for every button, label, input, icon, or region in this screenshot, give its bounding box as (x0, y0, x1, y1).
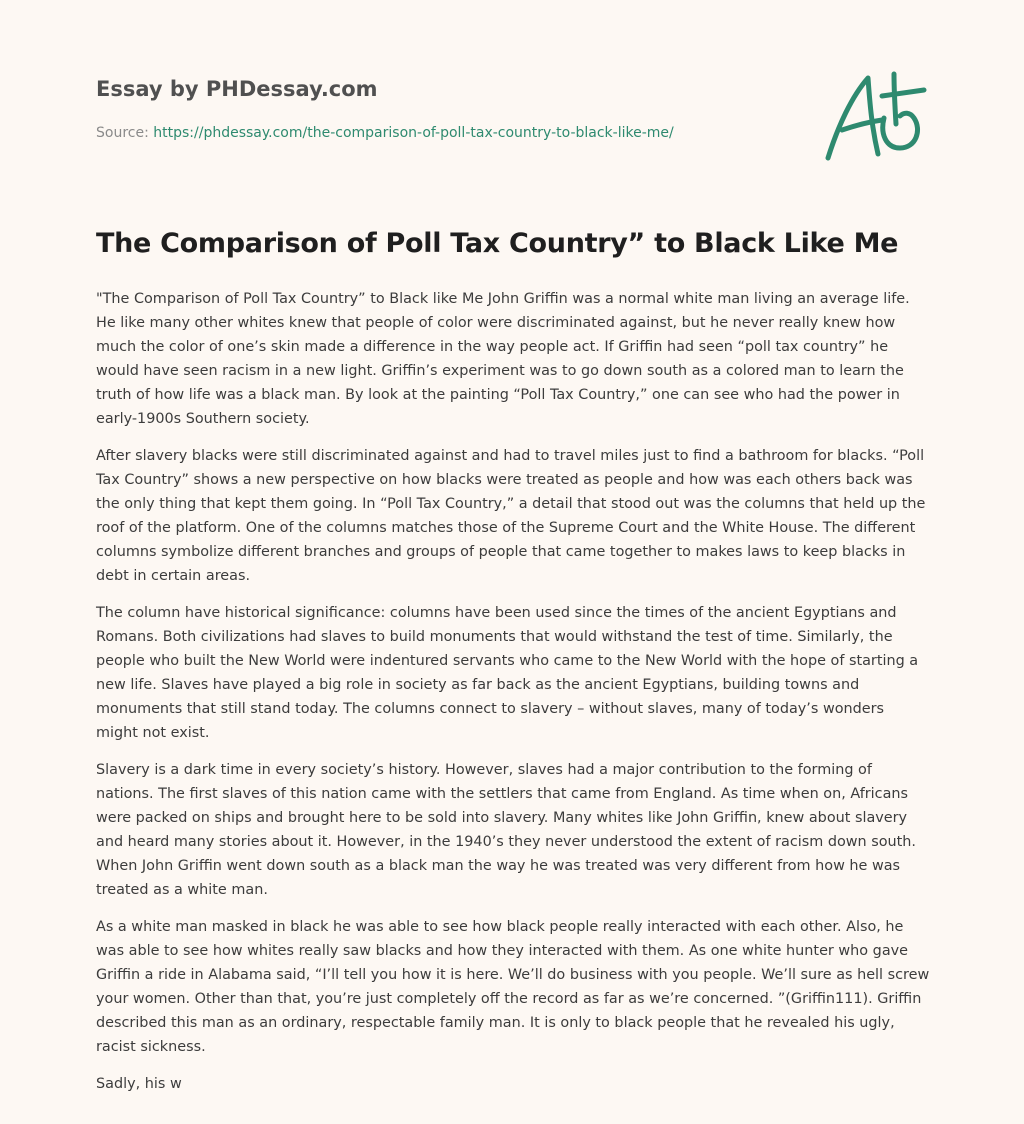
essay-paragraph: As a white man masked in black he was able to see how black people really interacted with each other. Also, he was able to see how whites really saw blacks and how they interacted with them. As one white hunter who gave Griffin a ride in Alabama said, “I’ll tell you how it is here. We’ll do business with you people. We’ll sure as hell screw your women. Other than that, you’re just completely off the record as far as we’re concerned. ”(Griffin111). Griffin described this man as an ordinary, respectable family man. It is only to black people that he revealed his ugly, racist sickness. (96, 919, 930, 1055)
essay-paragraph: "The Comparison of Poll Tax Country” to Black like Me John Griffin was a normal white man living an average life. He like many other whites knew that people of color were discriminated against, but he never really knew how much the color of one’s skin made a difference in the way people act. If Griffin had seen “poll tax country” he would have seen racism in a new light. Griffin’s experiment was to go down south as a colored man to learn the truth of how life was a black man. By look at the painting “Poll Tax Country,” one can see who had the power in early-1900s Southern society. (96, 291, 910, 427)
a-plus-grade-icon (820, 66, 930, 166)
essay-body (96, 287, 930, 1109)
source-link[interactable]: https://phdessay.com/the-comparison-of-poll-tax-country-to-black-like-me/ (153, 125, 674, 141)
source-line (96, 125, 674, 141)
essay-paragraph: Sadly, his w (96, 1076, 182, 1092)
essay-paragraph: After slavery blacks were still discriminated against and had to travel miles just to find a bathroom for blacks. “Poll Tax Country” shows a new perspective on how blacks were treated as people and how was each others back was the only thing that kept them going. In “Poll Tax Country,” a detail that stood out was the columns that held up the roof of the platform. One of the columns matches those of the Supreme Court and the White House. The different columns symbolize different branches and groups of people that came together to makes laws to keep blacks in debt in certain areas. (96, 448, 926, 584)
essay-title: The Comparison of Poll Tax Country” to Black Like Me (96, 228, 899, 259)
essay-paragraph: The column have historical significance: columns have been used since the times of the ancient Egyptians and Romans. Both civilizations had slaves to build monuments that would withstand the test of time. Similarly, the people who built the New World were indentured servants who came to the New World with the hope of starting a new life. Slaves have played a big role in society as far back as the ancient Egyptians, building towns and monuments that still stand today. The columns connect to slavery – without slaves, many of today’s wonders might not exist. (96, 605, 919, 741)
source-label: Source: (96, 125, 149, 141)
site-title: Essay by PHDessay.com (96, 77, 378, 101)
essay-paragraph: Slavery is a dark time in every society’s history. However, slaves had a major contribution to the forming of nations. The first slaves of this nation came with the settlers that came from England. As time when on, Africans were packed on ships and brought here to be sold into slavery. Many whites like John Griffin, knew about slavery and heard many stories about it. However, in the 1940’s they never understood the extent of racism down south. When John Griffin went down south as a black man the way he was treated was very different from how he was treated as a white man. (96, 762, 916, 898)
